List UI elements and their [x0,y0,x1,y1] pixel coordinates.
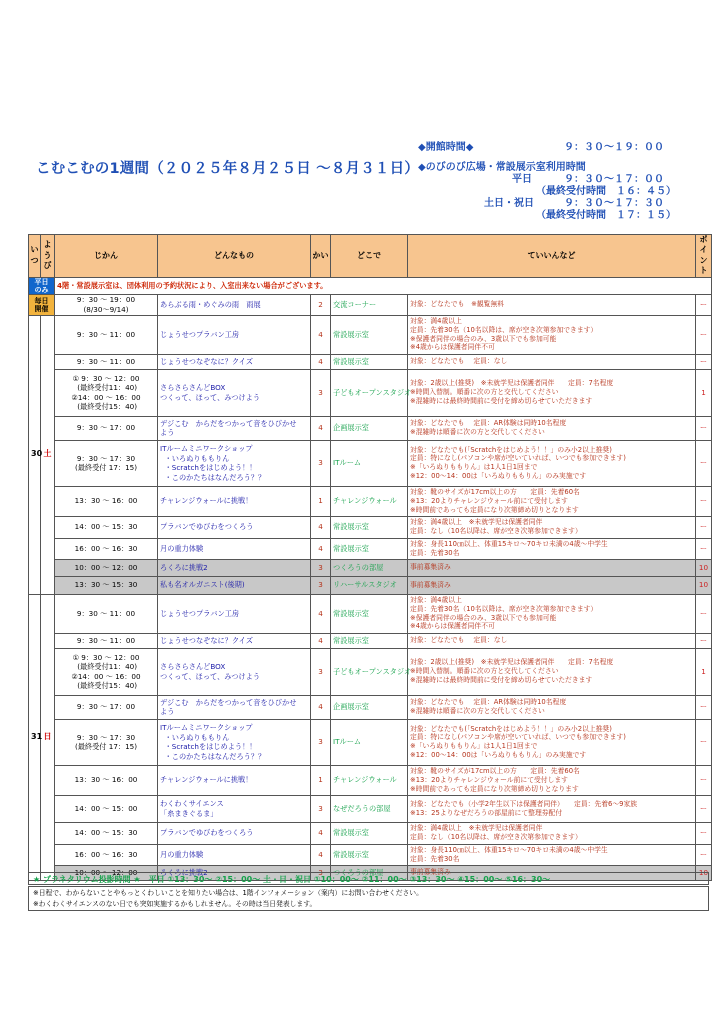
event-name: さらさらさんどBOX つくって、ほって、みつけよう [158,369,311,416]
event-name: わくわくサイエンス 「糸まきぐるま」 [158,795,311,822]
event-detail: 対象：どなたでも(「Scratchをはじめよう！！」のみ小2以上推奨) 定員：特になし(パソコンや席が空いていれば、いつでも参加できます) ※「いろぬりももりん」は1人1日1回まで ※12：00～14：00は「いろぬりももりん」のみ実施です [408,440,696,486]
event-time: 14：00 ～ 15：00 [55,795,158,822]
table-row [29,822,712,844]
event-place: 子どもオープンスタジオ [331,648,408,695]
event-floor: 4 [311,315,331,354]
event-name: じょうせつなぞなに？クイズ [158,633,311,648]
event-time: 9：30 ～ 11：00 [55,354,158,369]
event-floor: 4 [311,516,331,538]
event-detail: 対象：2歳以上(推奨) ※未就学児は保護者同伴 定員：7名程度 ※時間入替制。順番に次の方と交代してください ※混雑時には最終時間前に受付を締め切らせていただきます [408,369,696,416]
event-points: ー [696,416,712,440]
event-points: 10 [696,865,712,880]
event-points: ー [696,486,712,516]
table-row [29,416,712,440]
weekday-only-badge: 平日 のみ [29,277,55,294]
event-points: ー [696,719,712,765]
event-floor: 3 [311,865,331,880]
table-row [29,594,712,633]
event-name: じょうせつなぞなに？クイズ [158,354,311,369]
table-header-row [29,235,712,278]
header-day: いつ [29,235,41,278]
event-time: 13：30 ～ 16：00 [55,765,158,795]
event-floor: 3 [311,795,331,822]
event-detail: 対象：2歳以上(推奨) ※未就学児は保護者同伴 定員：7名程度 ※時間入替制。順番に次の方と交代してください ※混雑時には最終時間前に受付を締め切らせていただきます [408,648,696,695]
event-time: 9：30 ～ 17：30 (最終受付 17：15) [55,440,158,486]
event-name: じょうせつプラバン工房 [158,594,311,633]
event-name: ITルームミニワークショップ ・いろぬりももりん ・Scratchをはじめよう！！ ・このかたちはなんだろう？？ [158,440,311,486]
event-name: プラバンでゆびわをつくろう [158,822,311,844]
event-time: 16：00 ～ 16：30 [55,844,158,865]
event-place: 常設展示室 [331,844,408,865]
event-time: 13：30 ～ 15：30 [55,576,158,594]
event-floor: 3 [311,648,331,695]
event-detail: 対象：靴のサイズが17cm以上の方 定員：先着60名 ※13：20よりチャレンジウォール前にて受付します ※時間前であっても定員になり次第締め切りとなります [408,765,696,795]
header-details: ていいんなど [408,235,696,278]
event-place: つくろうの部屋 [331,559,408,576]
daily-detail: 対象：どなたでも ※観覧無料 [408,294,696,315]
event-place: つくろうの部屋 [331,865,408,880]
event-floor: 3 [311,369,331,416]
event-time: 10：00 ～ 12：00 [55,559,158,576]
event-points: 10 [696,559,712,576]
daily-event-row [29,294,712,315]
weekend-last-entry: （最終受付時間 １７：１５） [536,210,676,221]
event-points: ー [696,354,712,369]
weekday-label: 平日 [512,174,532,185]
event-time: 9：30 ～ 11：00 [55,594,158,633]
event-points: ー [696,440,712,486]
event-floor: 3 [311,719,331,765]
table-row [29,486,712,516]
event-name: ろくろに挑戦2 [158,865,311,880]
event-floor: 4 [311,695,331,719]
event-place: 企画展示室 [331,695,408,719]
event-time: 13：30 ～ 16：00 [55,486,158,516]
event-floor: 4 [311,416,331,440]
event-time: 14：00 ～ 15：30 [55,822,158,844]
event-place: 常設展示室 [331,633,408,648]
header-floor: かい [311,235,331,278]
event-detail: 事前募集済み [408,576,696,594]
event-points: ー [696,516,712,538]
event-name: プラバンでゆびわをつくろう [158,516,311,538]
event-detail: 対象：どなたでも(「Scratchをはじめよう！！」のみ小2以上推奨) 定員：特になし(パソコンや席が空いていれば、いつでも参加できます) ※「いろぬりももりん」は1人1日1回まで ※12：00～14：00は「いろぬりももりん」のみ実施です [408,719,696,765]
table-row [29,765,712,795]
event-floor: 1 [311,486,331,516]
header-what: どんなもの [158,235,311,278]
weekend-hours: ９：３０～１７：３０ [564,198,664,209]
day-of-week: 土 [43,449,52,459]
event-detail: 対象：満4歳以上 定員：先着30名（10名以降は、席が空き次第参加できます） ※保護者同伴の場合のみ、3歳以下でも参加可能 ※4歳からは保護者同伴不可 [408,594,696,633]
day-of-week-cell [41,594,55,880]
day-number: 31 [29,594,41,880]
event-points: ー [696,765,712,795]
day-of-week: 日 [43,731,52,741]
event-detail: 対象：身長110㎝以上、体重15キロ～70キロ未満の4歳～中学生 定員：先着30名 [408,538,696,559]
event-time: 9：30 ～ 17：30 (最終受付 17：15) [55,719,158,765]
event-floor: 4 [311,633,331,648]
event-place: 子どもオープンスタジオ [331,369,408,416]
event-place: ITルーム [331,719,408,765]
event-name: デジこむ からだをつかって音をひびかせ よう [158,695,311,719]
page-title: こむこむの1週間（２０２５年８月２５日 ～８月３１日） [36,161,420,177]
event-points: ー [696,315,712,354]
header-points: ポイント [696,235,712,278]
event-place: リハーサルスタジオ [331,576,408,594]
event-time: 9：30 ～ 11：00 [55,633,158,648]
weekday-last-entry: （最終受付時間 １６：４５） [536,186,676,197]
table-row [29,795,712,822]
event-floor: 3 [311,440,331,486]
event-detail: 対象：どなたでも 定員：なし [408,633,696,648]
event-floor: 3 [311,559,331,576]
table-row [29,719,712,765]
event-place: ITルーム [331,440,408,486]
event-place: チャレンジウォール [331,765,408,795]
event-time: 9：30 ～ 17：00 [55,695,158,719]
event-floor: 4 [311,538,331,559]
event-floor: 3 [311,576,331,594]
weekday-hours: ９：３０～１７：００ [564,174,664,185]
event-time: 16：00 ～ 16：30 [55,538,158,559]
table-row [29,844,712,865]
event-name: さらさらさんどBOX つくって、ほって、みつけよう [158,648,311,695]
event-name: 月の重力体験 [158,844,311,865]
event-floor: 1 [311,765,331,795]
event-place: 常設展示室 [331,315,408,354]
day-number: 30 [29,315,41,594]
event-detail: 事前募集済み [408,559,696,576]
opening-hours [418,138,718,221]
table-row [29,315,712,354]
table-row [29,695,712,719]
event-floor: 4 [311,822,331,844]
event-points: 1 [696,369,712,416]
event-detail: 対象：どなたでも 定員：AR体験は同時10名程度 ※混雑時は順番に次の方と交代してください [408,695,696,719]
daily-points: ー [696,294,712,315]
event-name: ITルームミニワークショップ ・いろぬりももりん ・Scratchをはじめよう！！ ・このかたちはなんだろう？？ [158,719,311,765]
event-place: 常設展示室 [331,516,408,538]
event-name: デジこむ からだをつかって音をひびかせ よう [158,416,311,440]
table-row [29,369,712,416]
event-name: 月の重力体験 [158,538,311,559]
event-place: 常設展示室 [331,354,408,369]
event-time: 10：00 ～ 12：00 [55,865,158,880]
event-detail: 対象：満4歳以上 ※未就学児は保護者同伴 定員：なし（10名以降は、席が空き次第参加できます） [408,822,696,844]
event-time: 9：30 ～ 11：00 [55,315,158,354]
weekend-label: 土日・祝日 [484,198,534,209]
event-time: 14：00 ～ 15：30 [55,516,158,538]
event-place: 常設展示室 [331,822,408,844]
event-detail: 対象：満4歳以上 定員：先着30名（10名以降は、席が空き次第参加できます） ※保護者同伴の場合のみ、3歳以下でも参加可能 ※4歳からは保護者同伴不可 [408,315,696,354]
event-name: じょうせつプラバン工房 [158,315,311,354]
table-row [29,538,712,559]
table-row [29,648,712,695]
event-place: 常設展示室 [331,538,408,559]
table-row [29,440,712,486]
schedule-table [28,234,712,881]
event-detail: 事前募集済み [408,865,696,880]
event-points: ー [696,844,712,865]
event-time: ① 9：30 ～ 12：00 (最終受付11：40) ②14：00 ～ 16：00 (最終受付15：40) [55,648,158,695]
event-floor: 4 [311,594,331,633]
event-points: 10 [696,576,712,594]
event-name: 私も名オルガニスト(後期) [158,576,311,594]
event-detail: 対象：靴のサイズが17cm以上の方 定員：先着60名 ※13：20よりチャレンジウォール前にて受付します ※時間前であっても定員になり次第締め切りとなります [408,486,696,516]
daily-time: 9：30 ～ 19：00 (8/30～9/14) [55,294,158,315]
event-name: チャレンジウォールに挑戦！ [158,765,311,795]
weekday-note-text: 4階・常設展示室は、団体利用の予約状況により、入室出来ない場合がございます。 [55,277,712,294]
event-points: ー [696,822,712,844]
table-row [29,559,712,576]
footer-note: ※日程で、わからないことやもっとくわしいことを知りたい場合は、1階インフォメーション（案内）にお問い合わせください。 [33,889,423,897]
table-row [29,633,712,648]
event-name: チャレンジウォールに挑戦！ [158,486,311,516]
event-detail: 対象：どなたでも 定員：AR体験は同時10名程度 ※混雑時は順番に次の方と交代してください [408,416,696,440]
event-points: ー [696,795,712,822]
event-name: ろくろに挑戦2 [158,559,311,576]
daily-badge: 毎日 開催 [29,294,55,315]
daily-floor: 2 [311,294,331,315]
event-time: ① 9：30 ～ 12：00 (最終受付11：40) ②14：00 ～ 16：00 (最終受付15：40) [55,369,158,416]
event-detail: 対象：どなたでも 定員：なし [408,354,696,369]
plaza-hours-label: ◆のびのび広場・常設展示室利用時間 [418,162,586,173]
event-points: ー [696,538,712,559]
daily-place: 交流コーナー [331,294,408,315]
event-points: ー [696,695,712,719]
header-where: どこで [331,235,408,278]
event-time: 9：30 ～ 17：00 [55,416,158,440]
event-floor: 4 [311,354,331,369]
event-points: ー [696,633,712,648]
event-place: チャレンジウォール [331,486,408,516]
event-place: 企画展示室 [331,416,408,440]
header-dow: ようび [41,235,55,278]
planetarium-times: ★ プラネタリウム投影時間 ★ 平日 ①13：30～ ②15：00～ 土・日・祝日 ①10：00～ ②11：00～ ③13：30～ ④15：00～ ⑤16：30～ [28,872,709,885]
event-place: なぜだろうの部屋 [331,795,408,822]
open-hours-label: ◆開館時間◆ [418,142,474,153]
daily-name: あらぶる雨・めぐみの雨 雨展 [158,294,311,315]
table-row [29,576,712,594]
event-points: ー [696,594,712,633]
open-hours-value: ９：３０～１９：００ [564,142,664,153]
table-row [29,516,712,538]
table-row [29,354,712,369]
event-detail: 対象：どなたでも（小学2年生以下は保護者同伴） 定員：先着6～9家族 ※13：25よりなぜだろうの部屋前にて整理券配付 [408,795,696,822]
event-detail: 対象：満4歳以上 ※未就学児は保護者同伴 定員：なし（10名以降は、席が空き次第参加できます） [408,516,696,538]
weekday-note-row [29,277,712,294]
event-floor: 4 [311,844,331,865]
event-detail: 対象：身長110㎝以上、体重15キロ～70キロ未満の4歳～中学生 定員：先着30名 [408,844,696,865]
footer-notes [28,886,709,911]
header-time: じかん [55,235,158,278]
event-place: 常設展示室 [331,594,408,633]
event-points: 1 [696,648,712,695]
day-of-week-cell [41,315,55,594]
footer-note: ※わくわくサイエンスのない日でも突如実施するかもしれません。その時は当日発表します。 [33,900,317,908]
